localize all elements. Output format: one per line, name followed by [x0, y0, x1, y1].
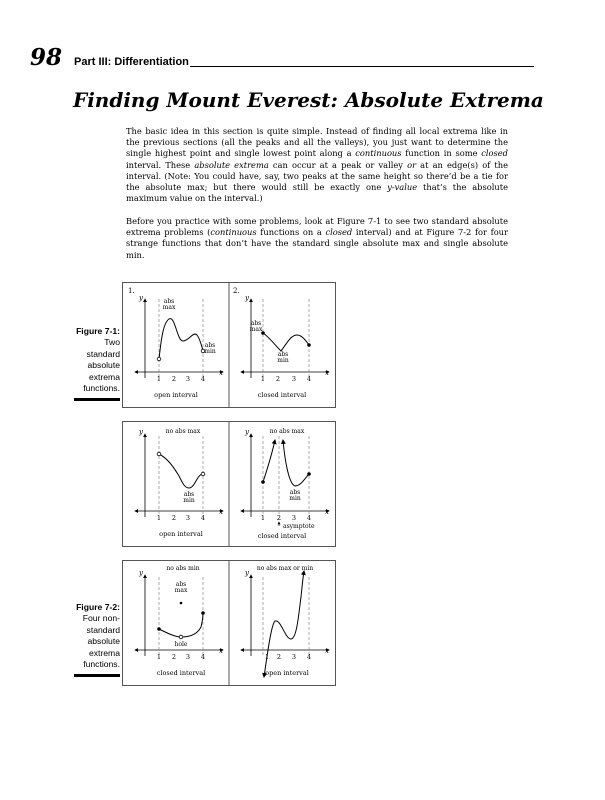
interval-label: closed interval [257, 532, 307, 540]
figure-7-1-graphs [123, 283, 335, 407]
section-title: Finding Mount Everest: Absolute Extrema [73, 88, 544, 112]
x-axis-label: x [325, 508, 329, 516]
graph-2-curve [263, 333, 309, 351]
x-axis-label: x [325, 369, 329, 377]
abs-min-label: min [183, 497, 195, 504]
x-axis-label: x [219, 647, 223, 655]
abs-min-label: abs [183, 491, 195, 498]
hole-point [179, 635, 183, 639]
tick-4: 4 [200, 653, 206, 661]
abs-max-label: max [249, 326, 263, 333]
y-axis-label: y [139, 569, 143, 577]
figure-7-1 [122, 282, 336, 408]
interval-label: open interval [265, 669, 309, 677]
open-endpoint [157, 452, 161, 456]
no-abs-max-label: no abs max [165, 428, 201, 435]
x-axis-label: x [219, 369, 223, 377]
interval-label: closed interval [156, 669, 206, 677]
graph-4 [241, 428, 329, 540]
tick-labels [157, 653, 205, 661]
tick-1: 1 [264, 653, 270, 661]
abs-max-label: abs [163, 298, 175, 305]
tick-1: 1 [260, 514, 266, 522]
open-endpoint [157, 357, 161, 361]
tick-1: 1 [156, 653, 162, 661]
graph-2-number: 2. [233, 287, 240, 295]
abs-min-label: min [289, 495, 301, 502]
abs-min-label: abs [277, 351, 289, 358]
graph-1-curve [159, 319, 203, 359]
tick-2: 2 [171, 375, 177, 383]
tick-4: 4 [200, 514, 206, 522]
page-number: 98 [30, 44, 63, 71]
abs-max-label: abs [250, 320, 262, 327]
tick-3: 3 [185, 375, 191, 383]
graph-5 [135, 565, 223, 677]
tick-3: 3 [291, 653, 297, 661]
tick-4: 4 [306, 375, 312, 383]
abs-min-label: min [277, 357, 289, 364]
abs-min-label: abs [204, 342, 216, 349]
x-axis-label: x [325, 647, 329, 655]
tick-1: 1 [260, 375, 266, 383]
header-rule [190, 66, 534, 67]
x-axis-label: x [219, 508, 223, 516]
tick-2: 2 [276, 514, 282, 522]
figure-7-2-bottom [122, 560, 336, 686]
closed-endpoint [307, 343, 311, 347]
tick-1: 1 [156, 514, 162, 522]
graph-6-curve [264, 571, 304, 677]
paragraph-intro: The basic idea in this section is quite simple. Instead of finding all local extrema like in the previous sections (all the peaks and all the valleys), you just want to determine the single highest point and single lowest point along a continuous function in some closed interval. These absolute extrema can occur at a peak or valley or at an edge(s) of the interval. (Note: You could have, say, two peaks at the same height so there’d be a tie for the absolute max; but there would still be exactly one y-value that’s the absolute maximum value on the interval.) [126, 126, 509, 204]
interval-label: open interval [159, 530, 203, 538]
interval-label: open interval [154, 391, 198, 399]
tick-3: 3 [185, 514, 191, 522]
y-axis-label: y [245, 428, 249, 436]
tick-4: 4 [306, 653, 312, 661]
tick-3: 3 [185, 653, 191, 661]
closed-endpoint [261, 480, 265, 484]
y-axis-label: y [245, 569, 249, 577]
interval-label: closed interval [257, 391, 307, 399]
abs-min-label: min [204, 348, 216, 355]
tick-labels [261, 375, 311, 383]
hole-label: hole [174, 641, 188, 648]
y-axis-label: y [139, 428, 143, 436]
graph-2 [233, 287, 329, 399]
tick-labels [261, 514, 311, 522]
figure-7-2-bottom-graphs [123, 561, 335, 685]
graph-4-right-branch [283, 440, 309, 486]
no-abs-min-label: no abs min [166, 565, 200, 572]
tick-labels [265, 653, 311, 661]
graph-5-curve [159, 613, 203, 637]
graph-1 [128, 287, 223, 399]
graph-6 [241, 565, 329, 677]
abs-max-label: max [174, 587, 188, 594]
graph-1-number: 1. [128, 287, 135, 295]
graph-3 [135, 428, 223, 538]
paragraph-figures: Before you practice with some problems, look at Figure 7-1 to see two standard absolute extrema problems (continuous functions on a closed interval) and at Figure 7-2 for four strange functions that don’t have the standard single absolute max and single absolute min. [126, 216, 508, 260]
figure-7-2-top [122, 421, 336, 547]
graph-4-left-branch [263, 440, 275, 482]
figure-7-1-caption: Figure 7-1: Two standard absolute extrema functions. [74, 326, 120, 401]
tick-1: 1 [156, 375, 162, 383]
abs-max-point [180, 602, 183, 605]
closed-endpoint [157, 627, 161, 631]
abs-max-label: abs [175, 581, 187, 588]
closed-endpoint [201, 611, 205, 615]
tick-4: 4 [306, 514, 312, 522]
closed-endpoint [307, 472, 311, 476]
no-abs-max-or-min-label: no abs max or min [256, 565, 314, 572]
no-abs-max-label: no abs max [269, 428, 305, 435]
abs-max-label: max [162, 304, 176, 311]
figure-7-2-top-graphs [123, 422, 335, 546]
part-title: Part III: Differentiation [74, 56, 189, 68]
y-axis-label: y [245, 294, 249, 302]
y-axis-label: y [139, 294, 143, 302]
tick-3: 3 [291, 375, 297, 383]
figure-7-2-caption: Figure 7-2: Four non-standard absolute extrema functions. [74, 602, 120, 677]
asymptote-label: asymptote [283, 523, 315, 530]
tick-labels [157, 514, 205, 522]
abs-min-label: abs [289, 489, 301, 496]
graph-3-curve [159, 454, 203, 488]
tick-4: 4 [200, 375, 206, 383]
tick-labels [157, 375, 205, 383]
tick-2: 2 [171, 653, 177, 661]
tick-2: 2 [275, 375, 281, 383]
tick-3: 3 [291, 514, 297, 522]
tick-2: 2 [171, 514, 177, 522]
tick-2: 2 [276, 653, 282, 661]
open-endpoint [201, 472, 205, 476]
